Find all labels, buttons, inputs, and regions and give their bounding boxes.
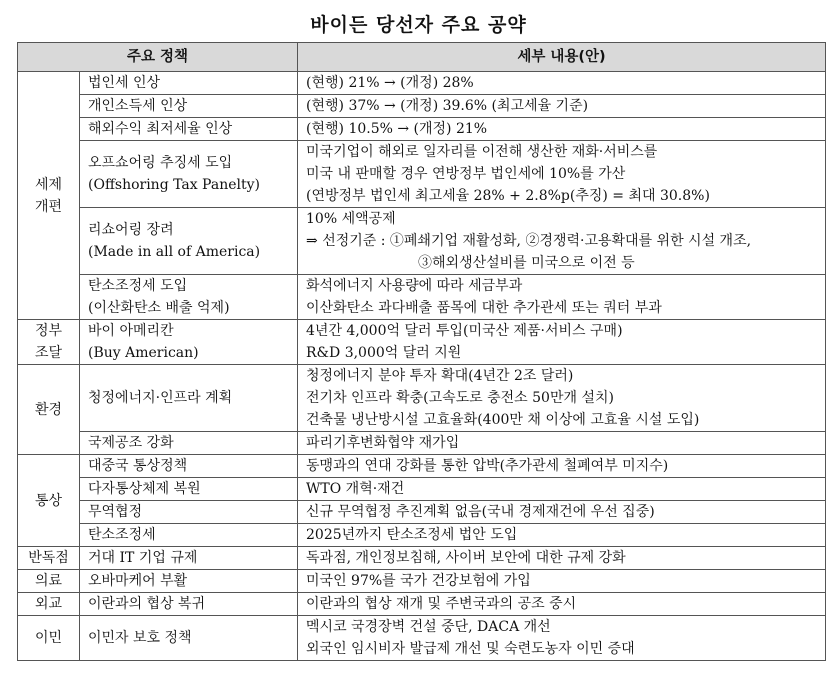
policy-cell	[80, 593, 298, 616]
policy-label: 개인소득세 인상	[88, 98, 188, 114]
policy-label: 오프쇼어링 추징세 도입	[88, 155, 233, 171]
policy-label: (Buy American)	[88, 345, 199, 361]
detail-cell	[298, 208, 826, 275]
detail-line: 이산화탄소 과다배출 품목에 대한 추가관세 또는 쿼터 부과	[306, 300, 662, 316]
policy-label: (이산화탄소 배출 억제)	[88, 300, 230, 316]
detail-line: 4년간 4,000억 달러 투입(미국산 제품·서비스 구매)	[306, 323, 623, 339]
header-policy: 주요 정책	[18, 43, 298, 72]
category-cell	[18, 72, 80, 320]
detail-line: (현행) 37% → (개정) 39.6% (최고세율 기준)	[306, 98, 589, 114]
detail-line: ⇒ 선정기준 : ①폐쇄기업 재활성화, ②경쟁력·고용확대를 위한 시설 개조,	[306, 233, 752, 249]
table-row	[18, 141, 826, 208]
detail-line: 10% 세액공제	[306, 211, 396, 227]
category-label: 의료	[34, 573, 63, 589]
detail-cell	[298, 141, 826, 208]
policy-label: 탄소조정세	[88, 527, 156, 543]
category-cell	[18, 616, 80, 661]
category-label: 개편	[34, 198, 63, 215]
category-label: 조달	[34, 345, 63, 361]
policy-cell	[80, 72, 298, 95]
detail-cell	[298, 275, 826, 320]
category-label: 반독점	[28, 550, 69, 566]
policy-cell	[80, 118, 298, 141]
policy-cell	[80, 524, 298, 547]
detail-line: WTO 개혁·재건	[306, 481, 405, 497]
policy-cell	[80, 95, 298, 118]
table-row	[18, 547, 826, 570]
category-label: 통상	[34, 492, 63, 509]
policy-label: 무역협정	[88, 504, 143, 520]
detail-cell	[298, 570, 826, 593]
table-row	[18, 95, 826, 118]
detail-line: 동맹과의 연대 강화를 통한 압박(추가관세 철폐여부 미지수)	[306, 458, 669, 474]
table-row	[18, 72, 826, 95]
detail-cell	[298, 320, 826, 365]
policy-cell	[80, 365, 298, 432]
policy-cell	[80, 141, 298, 208]
detail-line: 2025년까지 탄소조정세 법안 도입	[306, 527, 518, 543]
policy-label: 다자통상체제 복원	[88, 481, 201, 497]
policy-cell	[80, 478, 298, 501]
category-cell	[18, 547, 80, 570]
table-body	[18, 72, 826, 661]
detail-line: R&D 3,000억 달러 지원	[306, 345, 462, 361]
table-row	[18, 501, 826, 524]
policy-label: 오바마케어 부활	[88, 573, 188, 589]
detail-cell	[298, 478, 826, 501]
policy-label: 이민자 보호 정책	[88, 630, 192, 646]
policy-table	[17, 42, 826, 661]
detail-line: 파리기후변화협약 재가입	[306, 435, 460, 451]
table-row	[18, 432, 826, 455]
detail-cell	[298, 501, 826, 524]
policy-label: 해외수익 최저세율 인상	[88, 121, 233, 137]
policy-label: 청정에너지·인프라 계획	[88, 390, 233, 406]
table-row	[18, 208, 826, 275]
detail-line: (현행) 10.5% → (개정) 21%	[306, 121, 488, 137]
category-label: 정부	[34, 323, 63, 339]
detail-cell	[298, 547, 826, 570]
policy-label: 국제공조 강화	[88, 435, 174, 451]
table-row	[18, 275, 826, 320]
policy-cell	[80, 547, 298, 570]
detail-line: (연방정부 법인세 최고세율 28% + 2.8%p(추징) = 최대 30.8%)	[306, 188, 710, 204]
policy-label: 대중국 통상정책	[88, 458, 188, 474]
policy-cell	[80, 570, 298, 593]
detail-line: ③해외생산설비를 미국으로 이전 등	[418, 255, 635, 271]
detail-line: 미국인 97%를 국가 건강보험에 가입	[306, 573, 531, 589]
detail-cell	[298, 524, 826, 547]
policy-cell	[80, 208, 298, 275]
detail-line: 미국기업이 해외로 일자리를 이전해 생산한 재화·서비스를	[306, 144, 658, 160]
policy-cell	[80, 616, 298, 661]
table-row	[18, 118, 826, 141]
policy-label: 법인세 인상	[88, 75, 161, 91]
policy-label: 리쇼어링 장려	[88, 222, 174, 238]
header-detail: 세부 내용(안)	[298, 43, 826, 72]
detail-cell	[298, 365, 826, 432]
table-row	[18, 524, 826, 547]
category-cell	[18, 593, 80, 616]
document-title: 바이든 당선자 주요 공약	[310, 14, 527, 36]
policy-label: 이란과의 협상 복귀	[88, 596, 206, 612]
detail-line: 외국인 임시비자 발급제 개선 및 숙련도농자 이민 증대	[306, 641, 635, 657]
category-label: 외교	[34, 596, 63, 612]
policy-cell	[80, 432, 298, 455]
detail-line: 전기차 인프라 확충(고속도로 충전소 50만개 설치)	[306, 390, 614, 406]
detail-cell	[298, 95, 826, 118]
detail-cell	[298, 72, 826, 95]
detail-cell	[298, 616, 826, 661]
detail-line: 독과점, 개인정보침해, 사이버 보안에 대한 규제 강화	[306, 550, 626, 566]
category-label: 환경	[34, 401, 63, 418]
detail-cell	[298, 118, 826, 141]
detail-cell	[298, 455, 826, 478]
category-cell	[18, 320, 80, 365]
policy-cell	[80, 501, 298, 524]
policy-label: 거대 IT 기업 규제	[88, 550, 198, 566]
policy-label: 탄소조정세 도입	[88, 278, 188, 294]
policy-cell	[80, 275, 298, 320]
detail-line: 이란과의 협상 재개 및 주변국과의 공조 중시	[306, 596, 577, 612]
policy-label: (Offshoring Tax Panelty)	[88, 177, 260, 193]
category-label: 세제	[34, 176, 63, 193]
detail-line: (현행) 21% → (개정) 28%	[306, 75, 474, 91]
policy-cell	[80, 455, 298, 478]
detail-line: 화석에너지 사용량에 따라 세금부과	[306, 278, 523, 294]
detail-line: 미국 내 판매할 경우 연방정부 법인세에 10%를 가산	[306, 166, 626, 182]
table-row	[18, 455, 826, 478]
table-row	[18, 478, 826, 501]
table-row	[18, 570, 826, 593]
detail-line: 신규 무역협정 추진계획 없음(국내 경제재건에 우선 집중)	[306, 504, 655, 520]
table-row	[18, 593, 826, 616]
policy-label: (Made in all of America)	[88, 244, 261, 260]
detail-cell	[298, 432, 826, 455]
detail-line: 건축물 냉난방시설 고효율화(400만 채 이상에 고효율 시설 도입)	[306, 412, 700, 428]
table-row	[18, 320, 826, 365]
category-label: 이민	[34, 630, 63, 646]
detail-line: 청정에너지 분야 투자 확대(4년간 2조 달러)	[306, 368, 574, 384]
table-row	[18, 616, 826, 661]
category-cell	[18, 365, 80, 455]
table-row	[18, 365, 826, 432]
policy-cell	[80, 320, 298, 365]
category-cell	[18, 570, 80, 593]
detail-line: 멕시코 국경장벽 건설 중단, DACA 개선	[306, 619, 551, 635]
policy-label: 바이 아메리칸	[88, 323, 174, 339]
detail-cell	[298, 593, 826, 616]
table-header-row	[18, 43, 826, 72]
category-cell	[18, 455, 80, 547]
